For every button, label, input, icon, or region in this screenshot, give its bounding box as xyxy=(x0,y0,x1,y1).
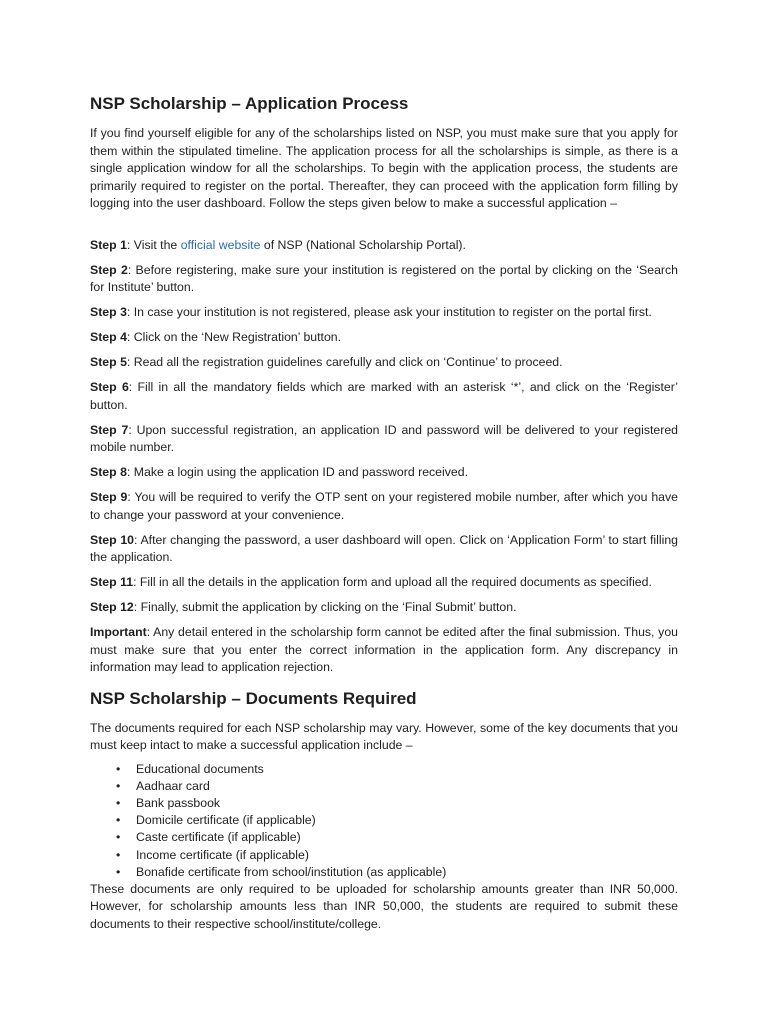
list-item xyxy=(116,778,678,795)
step-text: : Make a login using the application ID and password received. xyxy=(126,465,469,479)
step-12 xyxy=(90,599,678,617)
list-item xyxy=(116,864,678,881)
step-2 xyxy=(90,262,678,297)
step-5 xyxy=(90,354,678,372)
step-label: Step 2 xyxy=(90,262,128,277)
step-label: Step 1 xyxy=(90,237,127,252)
step-text: : Upon successful registration, an application ID and password will be delivered to your registered mobile number. xyxy=(90,422,678,454)
bullet-icon: • xyxy=(116,830,121,845)
important-text: : Any detail entered in the scholarship form cannot be edited after the final submission. Thus, you must make sure that you enter the correct information in the application form. Any discrepancy in information may lead to application rejection. xyxy=(90,625,678,674)
step-7 xyxy=(90,422,678,457)
step-label: Step 4 xyxy=(90,330,127,344)
application-process-intro: If you find yourself eligible for any of the scholarships listed on NSP, you must make sure that you apply for them within the stipulated timeline. The application process for all the scholarships is simple, as there is a single application window for all the scholarships. To begin with the application process, the students are primarily required to register on the portal. Thereafter, they can proceed with the application form filling by logging into the user dashboard. Follow the steps given below to make a successful application – xyxy=(90,126,678,210)
important-note xyxy=(90,624,678,677)
step-3 xyxy=(90,304,678,322)
step-10 xyxy=(90,532,678,567)
important-label: Important xyxy=(90,625,147,639)
step-label: Step 11 xyxy=(90,575,134,589)
step-text: : After changing the password, a user dashboard will open. Click on ‘Application Form’ to start filling the application. xyxy=(90,532,679,564)
step-text: : Visit the xyxy=(126,237,181,252)
section-title-application-process: NSP Scholarship – Application Process xyxy=(90,94,409,113)
list-item xyxy=(116,761,678,778)
step-label: Step 6 xyxy=(90,380,129,394)
list-item-text: Educational documents xyxy=(136,761,264,776)
step-text: : Finally, submit the application by clicking on the ‘Final Submit’ button. xyxy=(133,600,517,614)
documents-list xyxy=(90,761,678,881)
list-item-text: Bank passbook xyxy=(136,795,221,810)
step-label: Step 7 xyxy=(90,422,129,437)
list-item xyxy=(116,795,678,812)
list-item xyxy=(116,812,678,829)
step-label: Step 12 xyxy=(90,600,134,614)
step-11 xyxy=(90,574,678,592)
list-item-text: Bonafide certificate from school/institution (as applicable) xyxy=(136,864,447,879)
step-text: of NSP (National Scholarship Portal). xyxy=(260,237,466,252)
step-label: Step 10 xyxy=(90,532,135,547)
step-text: : You will be required to verify the OTP sent on your registered mobile number, after which you have to change your password at your convenience. xyxy=(90,490,678,522)
bullet-icon: • xyxy=(116,847,121,862)
step-label: Step 9 xyxy=(90,490,128,504)
step-label: Step 8 xyxy=(90,465,127,479)
documents-intro: The documents required for each NSP scholarship may vary. However, some of the key documents that you must keep intact to make a successful application include – xyxy=(90,720,678,752)
bullet-icon: • xyxy=(116,813,121,828)
list-item xyxy=(116,847,678,864)
step-text: : Click on the ‘New Registration’ button. xyxy=(126,330,342,344)
step-text: : Fill in all the details in the application form and upload all the required documents as specified. xyxy=(133,575,652,589)
document-page xyxy=(90,92,678,933)
documents-closing-note: These documents are only required to be uploaded for scholarship amounts greater than INR 50,000. However, for scholarship amounts less than INR 50,000, the students are required to submit these documents to their respective school/institute/college. xyxy=(90,881,678,931)
list-item-text: Domicile certificate (if applicable) xyxy=(136,813,316,828)
list-item-text: Income certificate (if applicable) xyxy=(136,847,309,862)
list-item-text: Caste certificate (if applicable) xyxy=(136,830,301,845)
step-4 xyxy=(90,329,678,347)
step-text: : Before registering, make sure your institution is registered on the portal by clicking on the ‘Search for Institute’ button. xyxy=(90,262,679,294)
step-text: : Read all the registration guidelines carefully and click on ‘Continue’ to proceed. xyxy=(126,355,563,369)
step-8 xyxy=(90,464,678,482)
bullet-icon: • xyxy=(116,778,121,793)
step-text: : Fill in all the mandatory fields which are marked with an asterisk ‘*’, and click on the ‘Register’ button. xyxy=(90,380,678,412)
step-text: : In case your institution is not registered, please ask your institution to register on the portal first. xyxy=(126,305,652,319)
step-1 xyxy=(90,237,678,255)
list-item xyxy=(116,829,678,846)
official-website-link[interactable]: official website xyxy=(180,237,261,252)
step-9 xyxy=(90,489,678,524)
bullet-icon: • xyxy=(116,795,121,810)
step-label: Step 5 xyxy=(90,355,127,369)
list-item-text: Aadhaar card xyxy=(136,778,210,793)
step-label: Step 3 xyxy=(90,305,127,319)
bullet-icon: • xyxy=(116,761,121,776)
bullet-icon: • xyxy=(116,864,121,879)
step-6 xyxy=(90,379,678,414)
section-title-documents-required: NSP Scholarship – Documents Required xyxy=(90,688,417,708)
